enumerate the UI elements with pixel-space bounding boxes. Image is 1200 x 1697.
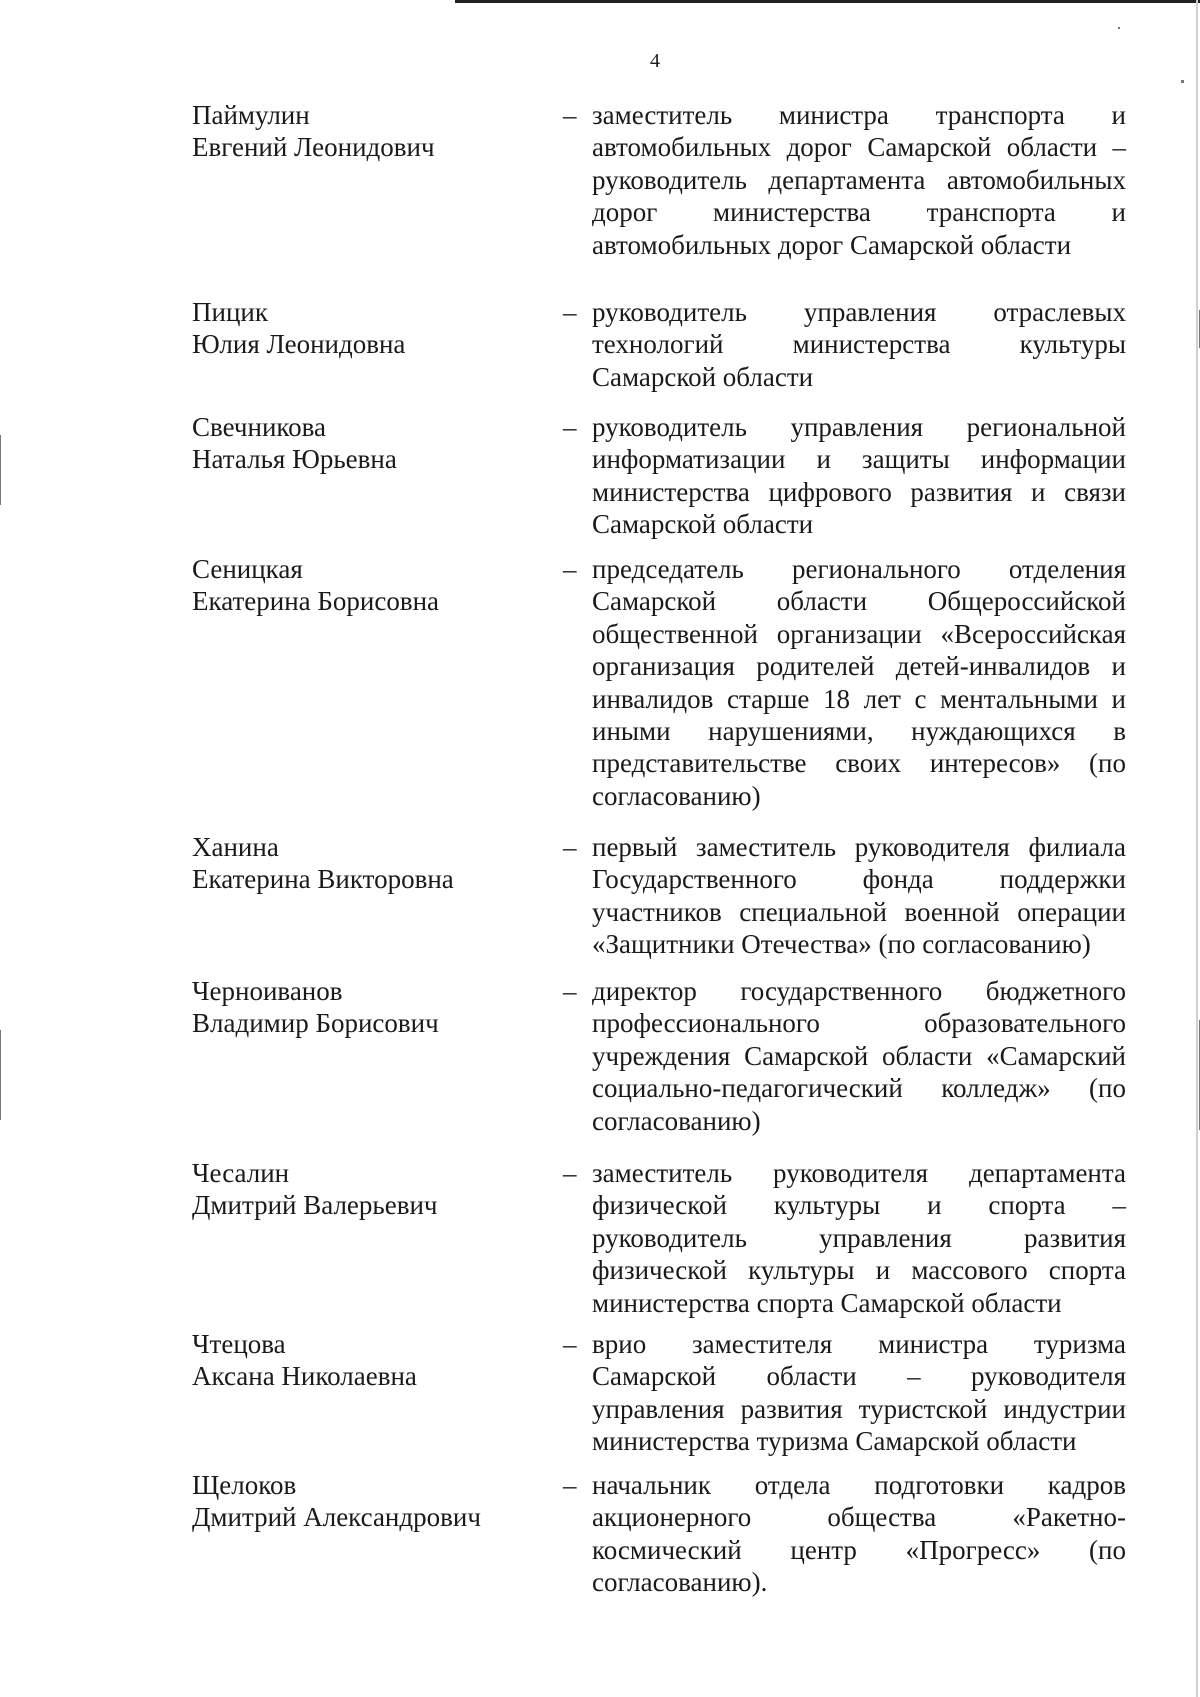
member-position: руководитель управления региональной информатизации и защиты информации министерства цифрового развития и связи Самарской области xyxy=(592,412,1126,540)
member-position: заместитель руководителя департамента физической культуры и спорта – руководитель управления развития физической культуры и массового спорта министерства спорта Самарской области xyxy=(592,1158,1126,1318)
member-surname: Паймулин xyxy=(192,100,310,130)
member-position: врио заместителя министра туризма Самарской области – руководителя управления развития туристской индустрии министерства туризма Самарской области xyxy=(592,1329,1126,1457)
member-surname: Щелоков xyxy=(192,1470,297,1500)
scan-right-border xyxy=(1196,0,1198,1697)
member-position: первый заместитель руководителя филиала Государственного фонда поддержки участников специальной военной операции «Защитники Отечества» (по согласованию) xyxy=(592,832,1126,960)
dash-separator: – xyxy=(563,1329,577,1359)
member-surname: Чесалин xyxy=(192,1158,290,1188)
member-surname: Черноиванов xyxy=(192,976,343,1006)
scan-mark xyxy=(1181,80,1184,83)
member-position: руководитель управления отраслевых технологий министерства культуры Самарской области xyxy=(592,297,1126,392)
dash-separator: – xyxy=(563,554,577,584)
scan-mark xyxy=(0,1030,1,1120)
member-name xyxy=(192,553,552,618)
member-name xyxy=(192,411,552,476)
member-name xyxy=(192,1157,552,1222)
dash-separator: – xyxy=(563,100,577,130)
member-position: директор государственного бюджетного профессионального образовательного учреждения Самарской области «Самарский социально-педагогический колледж» (по согласованию) xyxy=(592,976,1126,1136)
member-given-names: Дмитрий Валерьевич xyxy=(192,1190,438,1221)
member-given-names: Владимир Борисович xyxy=(192,1008,439,1039)
scan-top-border xyxy=(455,0,1200,3)
member-given-names: Екатерина Борисовна xyxy=(192,586,440,617)
member-name xyxy=(192,1469,552,1534)
dash-separator: – xyxy=(563,412,577,442)
member-position: начальник отдела подготовки кадров акционерного общества «Ракетно-космический центр «Прогресс» (по согласованию). xyxy=(592,1470,1126,1598)
member-name xyxy=(192,975,552,1040)
member-surname: Ханина xyxy=(192,832,279,862)
member-name xyxy=(192,296,552,361)
dash-separator: – xyxy=(563,1470,577,1500)
member-given-names: Наталья Юрьевна xyxy=(192,444,397,475)
member-name xyxy=(192,831,552,896)
member-surname: Сеницкая xyxy=(192,554,303,584)
dash-separator: – xyxy=(563,1158,577,1188)
member-given-names: Аксана Николаевна xyxy=(192,1361,417,1392)
dash-separator: – xyxy=(563,832,577,862)
member-given-names: Екатерина Викторовна xyxy=(192,864,454,895)
page-number: 4 xyxy=(650,50,660,72)
member-given-names: Дмитрий Александрович xyxy=(192,1502,481,1533)
scan-mark xyxy=(0,435,1,505)
member-name xyxy=(192,99,552,164)
member-surname: Чтецова xyxy=(192,1329,286,1359)
member-position: председатель регионального отделения Самарской области Общероссийской общественной организации «Всероссийская организация родителей детей-инвалидов и инвалидов старше 18 лет с ментальными и иными нарушениями, нуждающихся в представительстве своих интересов» (по согласованию) xyxy=(592,554,1126,811)
member-given-names: Евгений Леонидович xyxy=(192,132,435,163)
dash-separator: – xyxy=(563,976,577,1006)
member-surname: Пицик xyxy=(192,297,268,327)
member-name xyxy=(192,1328,552,1393)
member-given-names: Юлия Леонидовна xyxy=(192,329,406,360)
dash-separator: – xyxy=(563,297,577,327)
member-position: заместитель министра транспорта и автомобильных дорог Самарской области – руководитель департамента автомобильных дорог министерства транспорта и автомобильных дорог Самарской области xyxy=(592,100,1126,260)
scan-mark xyxy=(1118,27,1120,29)
member-surname: Свечникова xyxy=(192,412,327,442)
